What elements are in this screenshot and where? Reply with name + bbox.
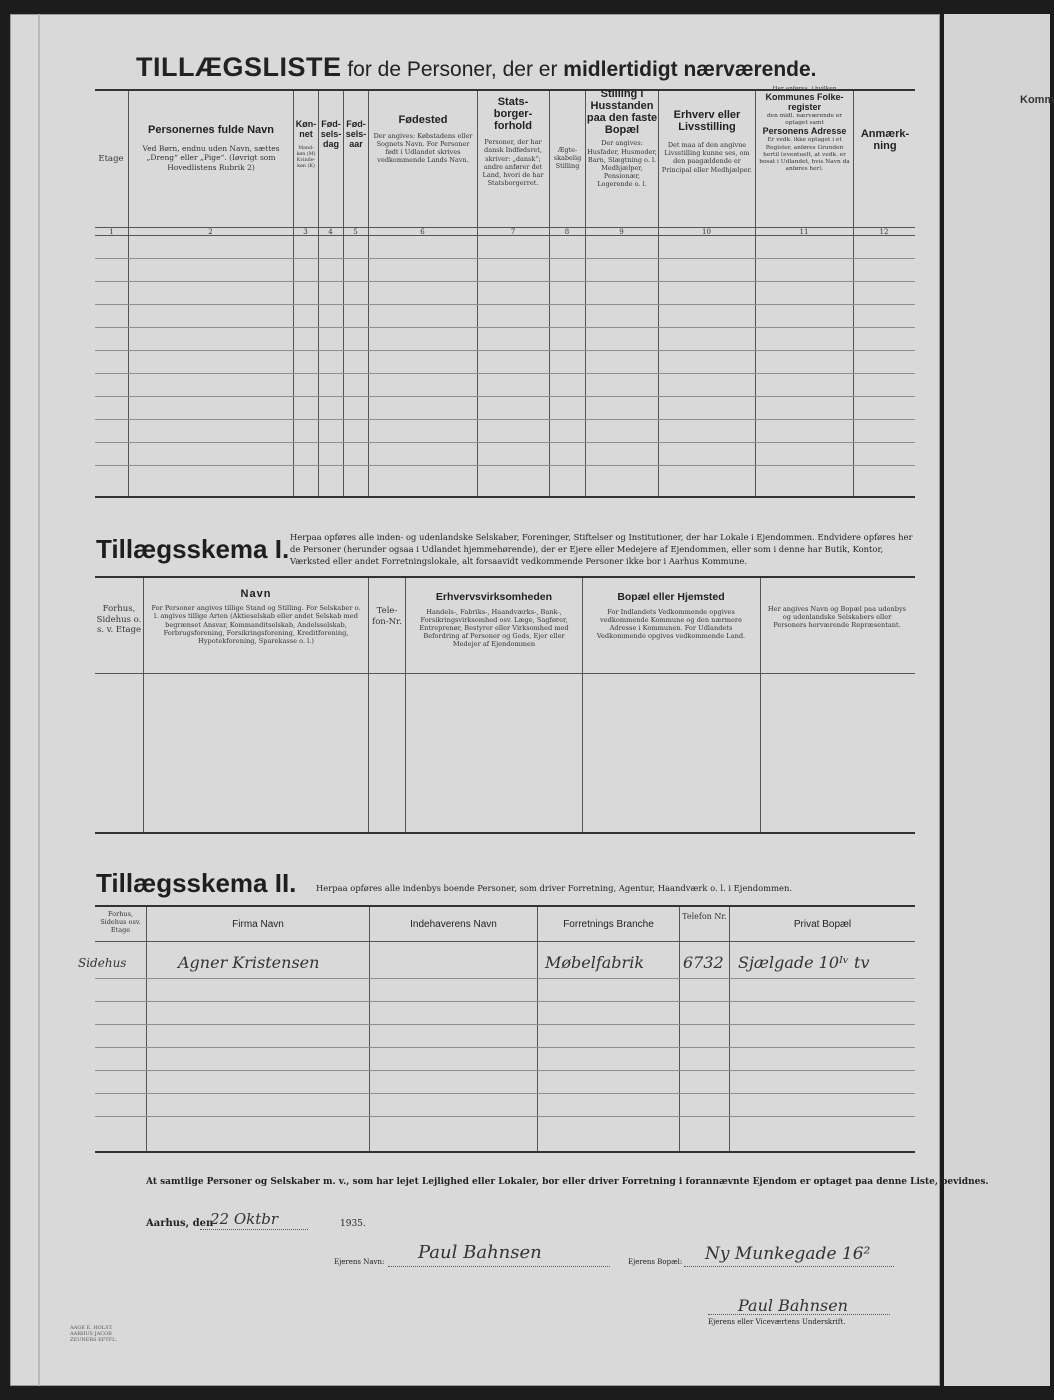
row-line: [95, 1093, 915, 1094]
date-place-label: Aarhus, den: [146, 1218, 214, 1229]
owner-name-label: Ejerens Navn:: [334, 1258, 385, 1266]
row-line: [95, 442, 915, 443]
row-line: [95, 1116, 915, 1117]
col-divider: [128, 91, 129, 496]
schedule-2-note: Herpaa opføres alle indenbys boende Personer, som driver Forretning, Agentur, Haandværk o. l. i Ejendommen.: [316, 883, 793, 893]
table-top-line: [95, 576, 915, 578]
col-header-marital: Ægte-skabelig Stilling: [553, 146, 582, 171]
table-bottom-line: [95, 1151, 915, 1153]
col-header-name: Personernes fulde Navn Ved Børn, endnu uden Navn, sættes „Dreng“ eller „Pige“. (Iøvrigt som Hovedlistens Rubrik 2): [142, 124, 280, 172]
attestation-statement: At samtlige Personer og Selskaber m. v., som har lejet Lejlighed eller Lokaler, bor eller driver Forretning i forannævnte Ejendom er optaget paa denne Liste, bevidnes.: [146, 1177, 989, 1187]
row-line: [95, 373, 915, 374]
col-divider: [405, 578, 406, 832]
col-header-household: Stilling i Husstanden paa den faste Bopæl Der angives: Husfader, Husmoder, Barn, Slægtning o. l. Medhjælper, Pensionær, Logerende o. l.: [586, 88, 658, 188]
col-number: 11: [799, 228, 809, 236]
cell-etage: Sidehus: [78, 956, 127, 970]
col-header-remarks: Anmærk-ning: [860, 128, 910, 153]
signature-line: [708, 1314, 890, 1315]
col-divider: [369, 907, 370, 1151]
signature: Paul Bahnsen: [738, 1296, 848, 1315]
printer-mark: AAGE E. HOLST. AARHUS JACOB ZEUNERS EFTFL.: [70, 1325, 117, 1343]
col-divider: [477, 91, 478, 496]
schedule-2-heading: Tillægsskema II.: [96, 868, 297, 898]
col-header-bopael: Bopæl eller Hjemsted For Indlandets Vedkommende opgives vedkommende Kommune og den nærmere Adresse i Kommunen. For Udlandets Vedkommende opgives vedkommende Land.: [596, 591, 746, 641]
row-line: [95, 1024, 915, 1025]
title-middle: for de Personer, der er: [341, 58, 564, 81]
col-divider: [853, 91, 854, 496]
title-main: TILLÆGSLISTE: [136, 52, 342, 82]
col-header-representant: Her angives Navn og Bopæl paa udenbys og udenlandske Selskabers eller Personers herværende Repræsentant.: [767, 605, 907, 630]
row-line: [95, 281, 915, 282]
row-line: [95, 1001, 915, 1002]
table-bottom-line: [95, 832, 915, 834]
col-divider: [679, 907, 680, 1151]
col-header-occupation: Erhverv eller Livsstilling Det maa af den angivne Livsstilling kunne ses, om den paagældende er Principal eller Medhjælper.: [661, 109, 753, 174]
col-divider: [755, 91, 756, 496]
signature-label: Ejerens eller Viceværtens Underskrift.: [708, 1318, 846, 1326]
owner-address: Ny Munkegade 16²: [705, 1244, 871, 1264]
schedule-1-note: Herpaa opføres alle inden- og udenlandske Selskaber, Foreninger, Stiftelser og Institutioner, der har Lokale i Ejendommen. Endvidere opføres her de Personer (herunder ogsaa i Udlandet hjemmehørende), der er Ejere eller Medejere af Ejendommen, eller som i denne har Butik, Kontor, Værksted eller andet Forretningslokale, alt forsaavidt vedkommende Personer ikke bor i Aarhus Kommune.: [290, 532, 913, 567]
col-number: 3: [303, 228, 308, 236]
cell-telefon: 6732: [683, 953, 724, 972]
cell-bopael: Sjælgade 10ᴵᵛ tv: [738, 953, 870, 972]
col-divider: [343, 91, 344, 496]
col-header-birthyear: Fød-sels-aar: [345, 119, 367, 149]
col-header-gender: Køn-net Mand-køn (M) Kvinde-køn (K): [295, 119, 317, 169]
col-header-erhverv: Erhvervsvirksomheden Handels-, Fabriks-, Haandværks-, Bank-, Forsikringsvirksomhed osv. Læge, Sagfører, Entreprenør, Bestyrer eller Virksomhed med Befordring af Personer og Gods, Ejer eller Medejer af Ejendommen: [419, 591, 569, 649]
col-divider: [658, 91, 659, 496]
col-divider: [368, 91, 369, 496]
col-divider: [143, 578, 144, 832]
col-number: 12: [879, 228, 889, 236]
table-top-line: [95, 905, 915, 907]
col-divider: [582, 578, 583, 832]
row-line: [95, 1047, 915, 1048]
col-header-indehaver: Indehaverens Navn: [410, 919, 497, 930]
col-number: 7: [510, 228, 516, 236]
col-header-etage: Etage: [98, 154, 124, 164]
col-header-bopael: Privat Bopæl: [793, 919, 852, 930]
col-header-firma: Firma Navn: [232, 919, 284, 930]
cell-branche: Møbelfabrik: [545, 953, 645, 972]
row-line: [95, 350, 915, 351]
page-title: [136, 52, 817, 83]
col-header-etage: Forhus, Sidehus osv. Etage: [100, 910, 141, 935]
col-divider: [760, 578, 761, 832]
row-line: [95, 465, 915, 466]
col-divider: [318, 91, 319, 496]
table-header-line: [95, 673, 915, 674]
col-header-navn: Navn For Personer angives tillige Stand og Stilling. For Selskaber o. l. angives tillige Arten (Aktieselskab eller andet Selskab med begrænset Ansvar, Kommanditselskab, Andelsselskab, Forbrugsforening, Forsikringsforening, Kreditforening, Hypotekforening, Sparekasse o. l.): [151, 588, 361, 646]
col-header-etage: Forhus, Sidehus o. s. v. Etage: [96, 604, 142, 636]
owner-name-line: [388, 1266, 610, 1267]
col-header-branche: Forretnings Branche: [563, 919, 654, 930]
table-header-line: [95, 941, 915, 942]
col-number: 1: [109, 228, 114, 236]
row-line: [95, 304, 915, 305]
adjacent-page-text: Komm: [1020, 94, 1054, 106]
row-line: [95, 327, 915, 328]
date-line: [200, 1229, 308, 1230]
col-number: 4: [328, 228, 333, 236]
col-header-telefon: Tele-fon-Nr.: [372, 606, 402, 627]
row-line: [95, 978, 915, 979]
owner-address-line: [684, 1266, 894, 1267]
col-header-citizenship: Stats-borger-forhold Personer, der har dansk Indfødsret, skriver: „dansk“; andre anfører det Land, hvori de har Statsborgerret.: [482, 96, 544, 187]
col-header-birthday: Fød-sels-dag: [320, 119, 342, 149]
row-line: [95, 1070, 915, 1071]
col-number: 5: [353, 228, 358, 236]
date-handwritten: 22 Oktbr: [210, 1210, 279, 1228]
col-header-birthplace: Fødested Der angives: Købstadens eller Sognets Navn. For Personer født i Udlandet skrives vedkommende Lands Navn.: [373, 114, 473, 165]
schedule-1-heading: Tillægsskema I.: [96, 534, 290, 564]
col-divider: [146, 907, 147, 1151]
col-number: 2: [208, 228, 213, 236]
row-line: [95, 258, 915, 259]
col-header-register: Her anføres, i hvilken Kommunes Folke-register den midl. nærværende er optaget samt Personens Adresse Er vedk. ikke optaget i et Register, anføres Grunden hertil (eventuelt, at vedk. er bosat i Udlandet, hvis Navn da anføres her).: [759, 86, 850, 173]
table-bottom-line: [95, 496, 915, 498]
col-number: 9: [619, 228, 624, 236]
col-divider: [537, 907, 538, 1151]
col-number: 6: [420, 228, 425, 236]
year: 1935.: [340, 1219, 366, 1229]
col-number: 10: [702, 228, 711, 236]
col-header-telefon: Telefon Nr.: [682, 912, 727, 921]
owner-address-label: Ejerens Bopæl:: [628, 1258, 683, 1266]
owner-name: Paul Bahnsen: [418, 1242, 542, 1263]
row-line: [95, 419, 915, 420]
col-number: 8: [564, 228, 570, 236]
row-line: [95, 396, 915, 397]
col-divider: [729, 907, 730, 1151]
page-edge: [38, 14, 40, 1386]
cell-firma: Agner Kristensen: [178, 953, 320, 972]
title-end: midlertidigt nærværende.: [563, 58, 817, 81]
